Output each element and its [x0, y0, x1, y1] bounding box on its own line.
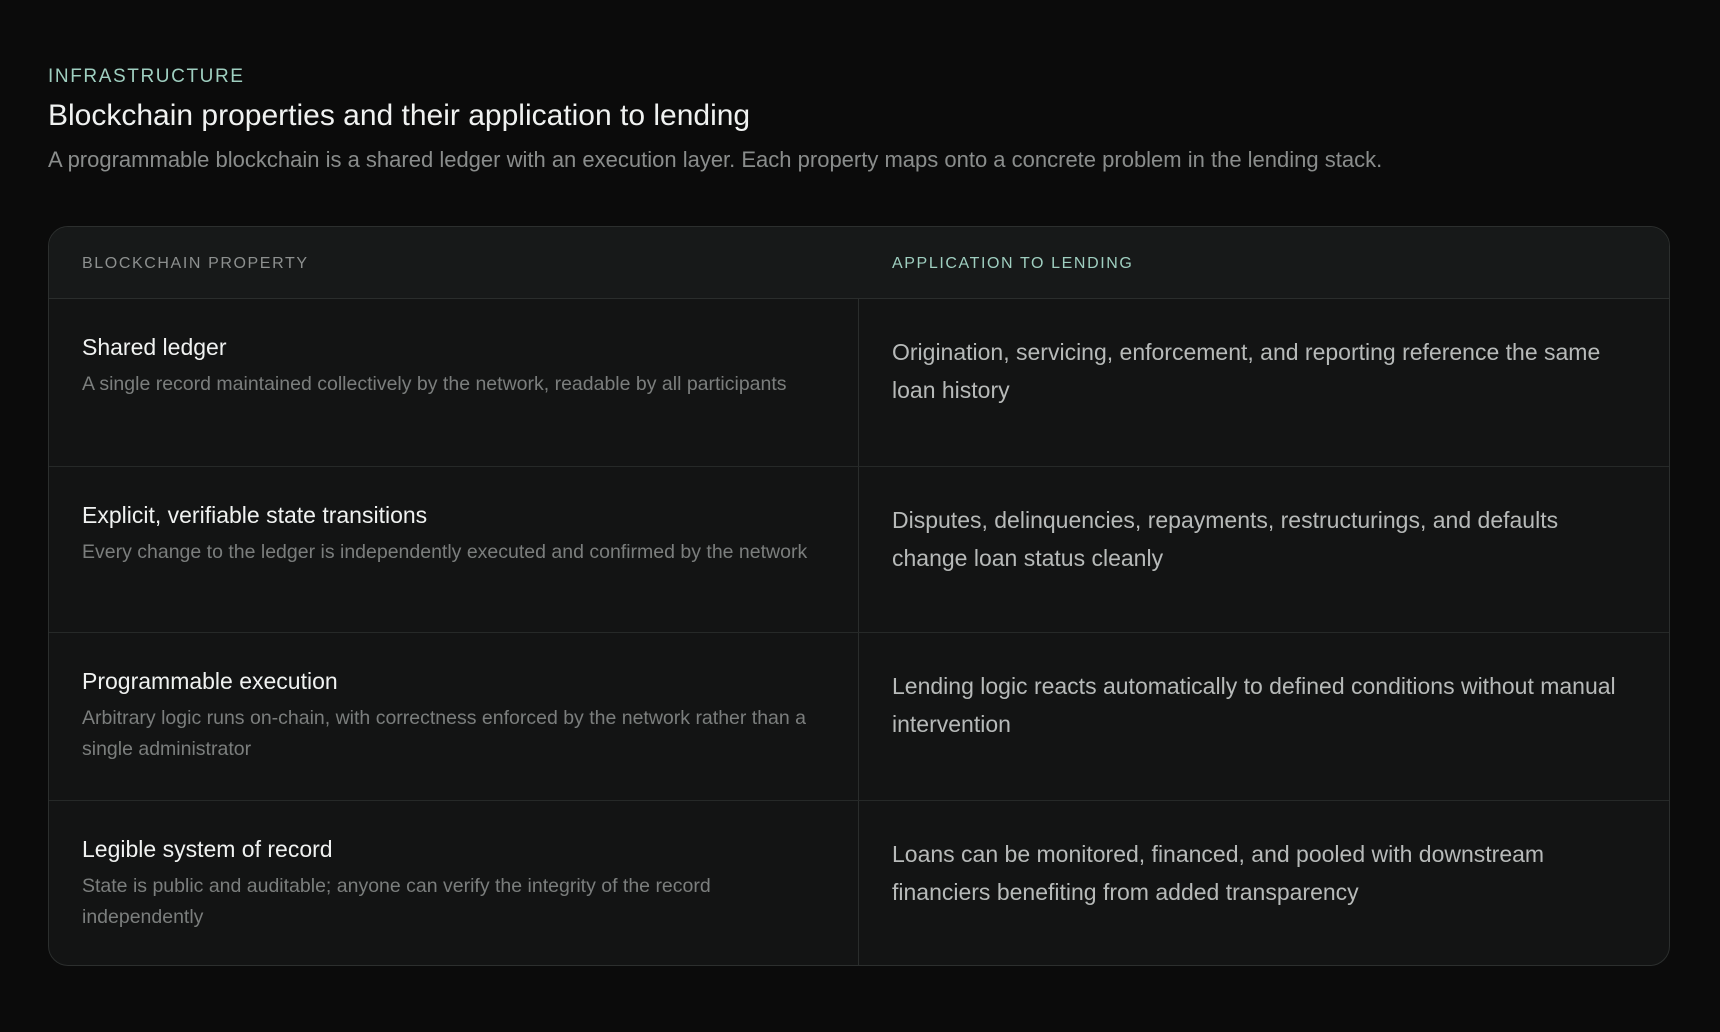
table-row [49, 467, 1669, 633]
property-title: Legible system of record [82, 836, 333, 862]
column-header-property: BLOCKCHAIN PROPERTY [82, 255, 309, 272]
page-title: Blockchain properties and their application to lending [48, 99, 751, 132]
table-header [49, 227, 1669, 299]
property-description: Arbitrary logic runs on-chain, with correctness enforced by the network rather than a single administrator [82, 707, 807, 760]
property-description: Every change to the ledger is independently executed and confirmed by the network [82, 541, 808, 563]
table-row [49, 801, 1669, 966]
table-row [49, 633, 1669, 801]
application-text: Origination, servicing, enforcement, and reporting reference the same loan history [892, 339, 1601, 403]
property-title: Explicit, verifiable state transitions [82, 502, 428, 528]
property-title: Programmable execution [82, 668, 338, 694]
application-text: Disputes, delinquencies, repayments, restructurings, and defaults change loan status cleanly [892, 507, 1559, 571]
comparison-table [48, 226, 1670, 966]
page-subtitle: A programmable blockchain is a shared ledger with an execution layer. Each property maps onto a concrete problem in the lending stack. [48, 147, 1383, 172]
application-text: Loans can be monitored, financed, and pooled with downstream financiers benefiting from added transparency [892, 841, 1545, 905]
property-description: State is public and auditable; anyone can verify the integrity of the record independently [82, 875, 711, 928]
section-eyebrow: INFRASTRUCTURE [48, 66, 245, 87]
application-text: Lending logic reacts automatically to defined conditions without manual intervention [892, 673, 1616, 737]
property-description: A single record maintained collectively by the network, readable by all participants [82, 373, 787, 395]
column-header-application: APPLICATION TO LENDING [892, 255, 1134, 272]
property-title: Shared ledger [82, 334, 227, 360]
table-row [49, 299, 1669, 467]
